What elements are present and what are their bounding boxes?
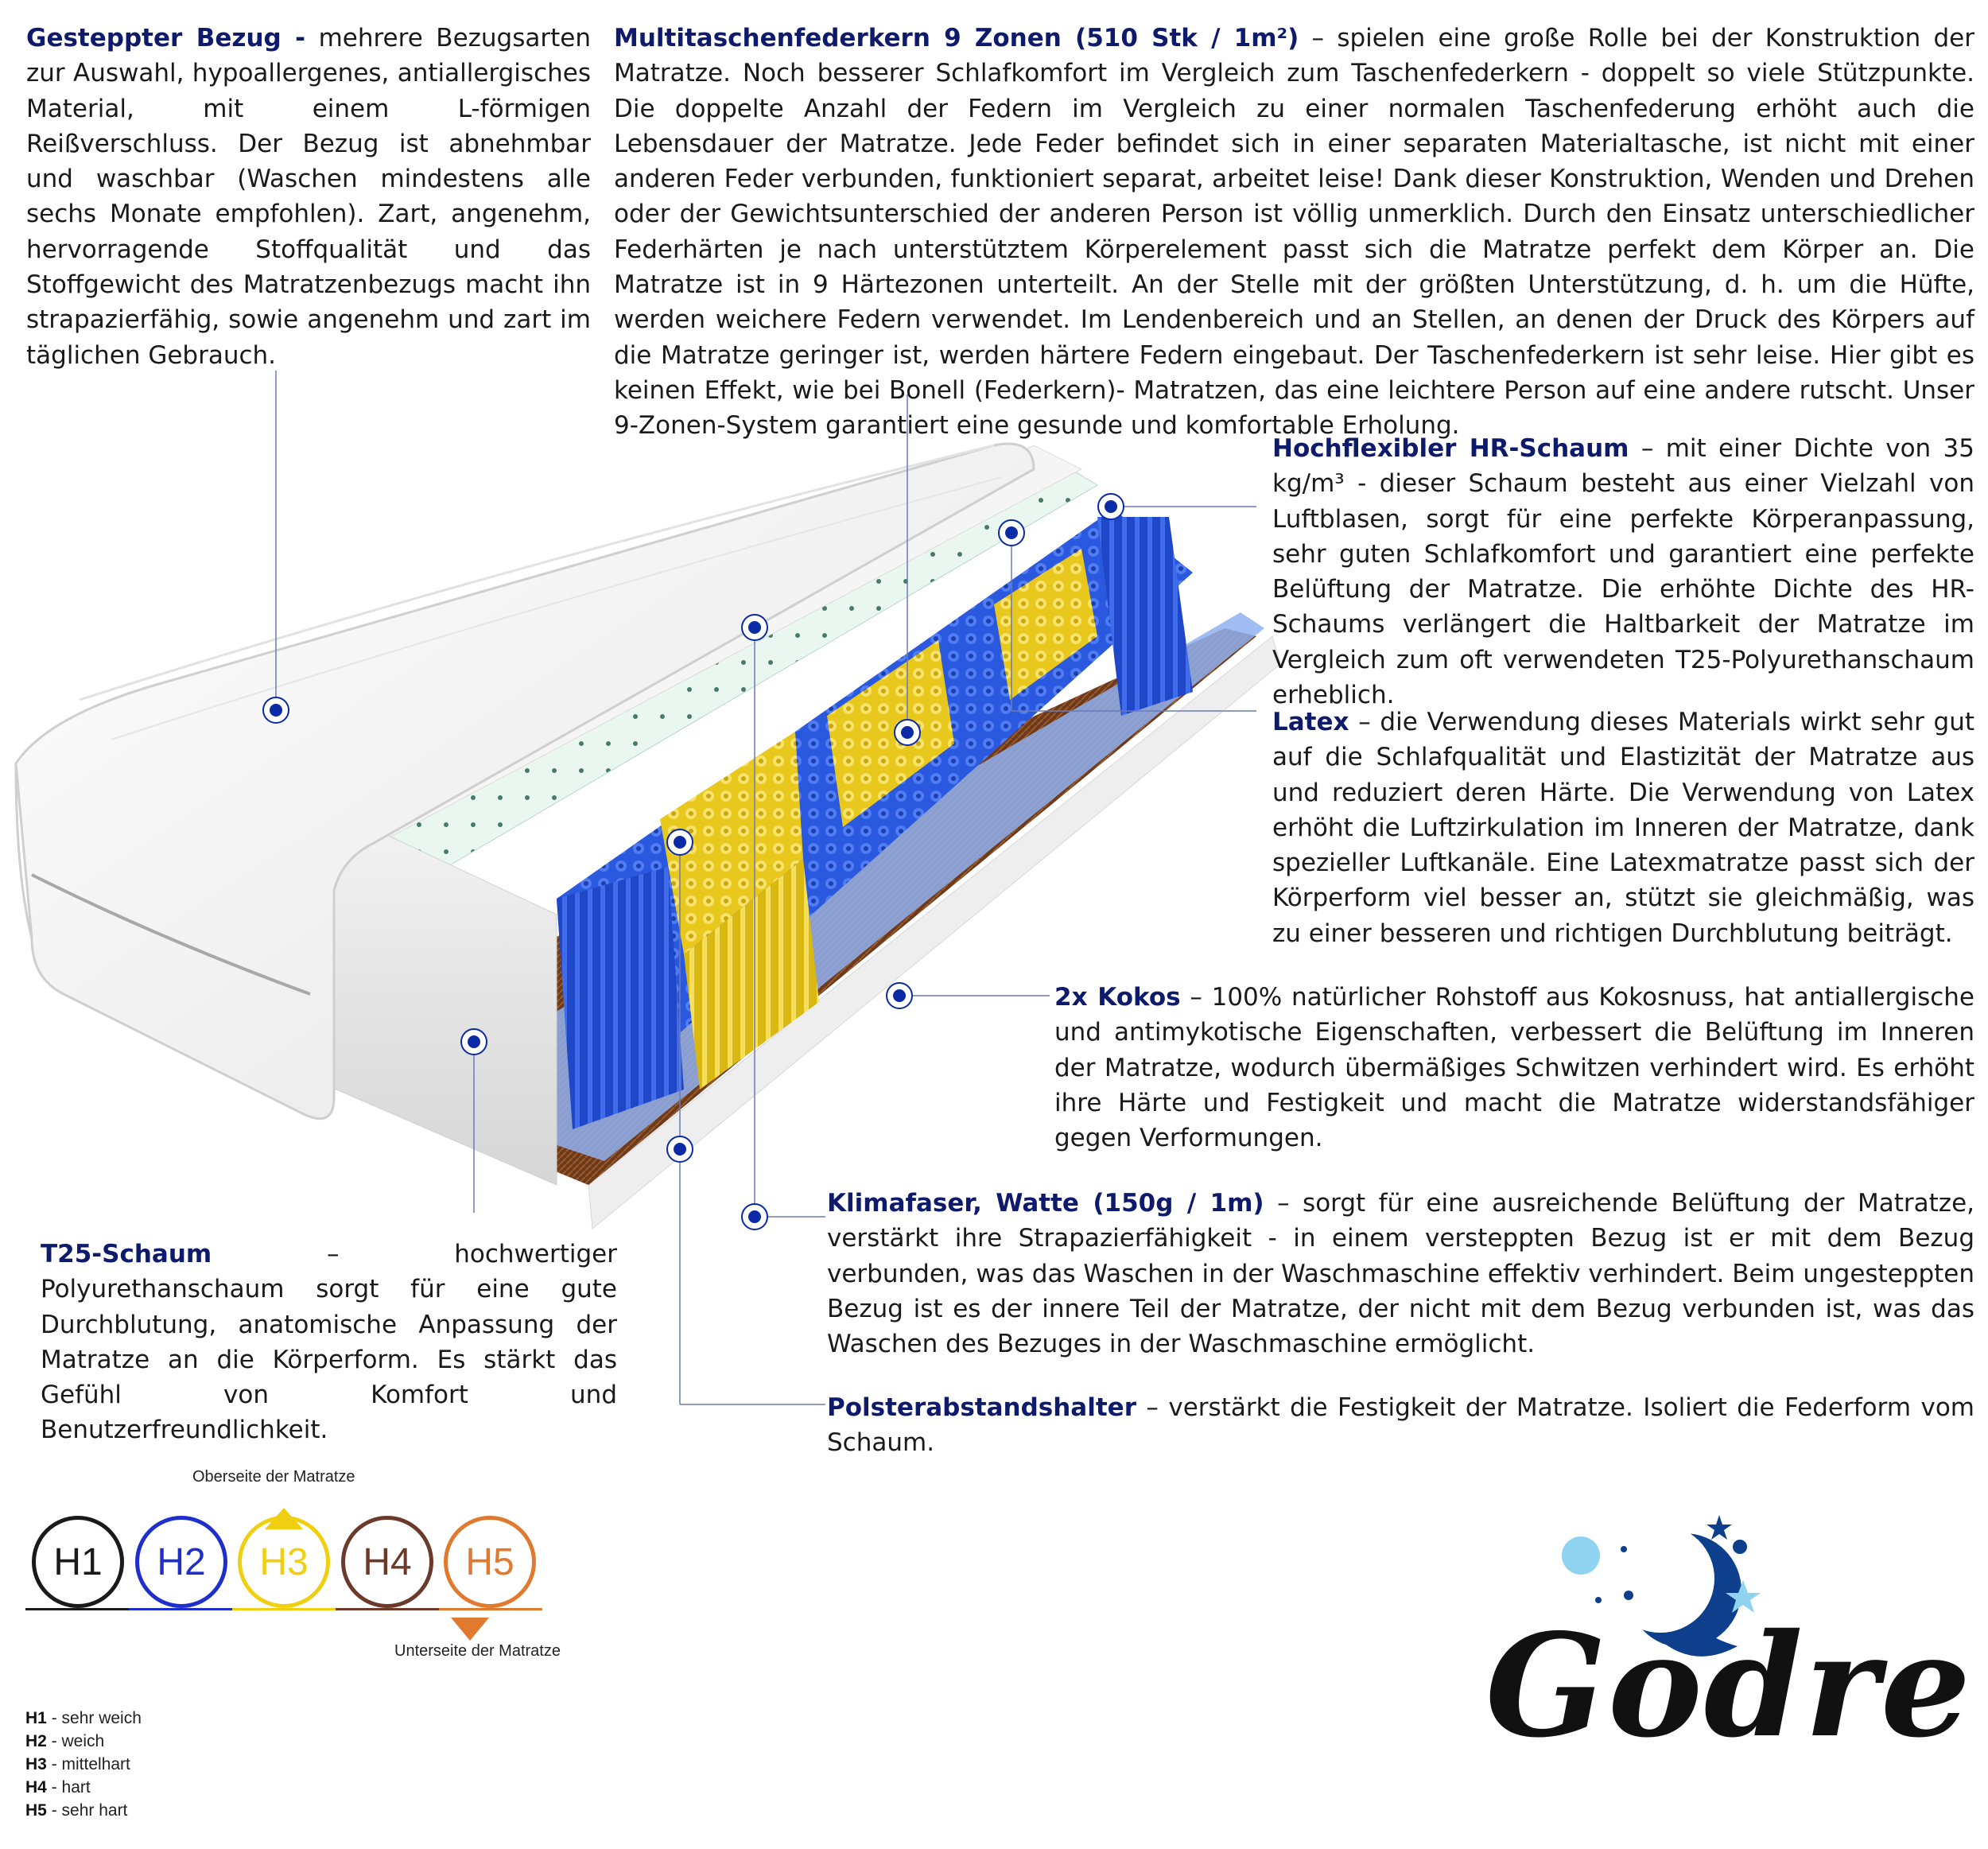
block-multitaschenfederkern — [614, 21, 1974, 444]
hardness-h1-label: H1 — [53, 1540, 103, 1583]
hardness-h1 — [32, 1516, 124, 1608]
legend-item: H4 - hart — [25, 1778, 91, 1797]
text-multitaschenfederkern: spielen eine große Rolle bei der Konstruktion der Matratze. Noch besserer Schlafkomfort im Vergleich zum Taschenfederkern - doppelt so viele Stützpunkte. Die doppelte Anzahl der Federn im Vergleich zu einer normalen Taschenfederung erhöht auch die Lebensdauer der Matratze. Jede Feder befindet sich in einer separaten Materialtasche, ist nicht mit einer anderen Feder verbunden, funktioniert separat, arbeitet leise! Dank dieser Konstruktion, Wenden und Drehen oder der Gewichtsunterschied der anderen Person ist völlig unmerklich. Durch den Einsatz unterschiedlicher Federhärten je nach unterstütztem Körperelement passt sich die Matratze perfekt dem Körper an. Die Matratze ist in 9 Härtezonen unterteilt. An der Stelle mit der größten Unterstützung, d. h. um die Hüfte, werden weichere Federn verwendet. Im Lendenbereich und an Stellen, an denen der Druck des Körpers auf die Matratze geringer ist, werden härtere Federn eingebaut. Der Taschenfederkern ist sehr leise. Hier gibt es keinen Effekt, wie bei Bonell (Federkern)- Matratzen, das eine leichtere Person auf eine andere rutscht. Unser 9-Zonen-System garantiert eine gesunde und komfortable Erholung. — [614, 24, 1974, 441]
text-kokos: 100% natürlicher Rohstoff aus Kokosnuss, hat antiallergische und antimykotische Eigenschaften, verbessert die Belüftung im Inneren der Matratze, wodurch übermäßiges Schwitzen verhindert wird. Es erhöht ihre Härte und Festigkeit und macht die Matratze widerstandsfähiger gegen Verformungen. — [1054, 983, 1974, 1153]
title-kokos: 2x Kokos — [1054, 983, 1181, 1012]
title-t25-schaum: T25-Schaum — [41, 1240, 212, 1268]
hardness-h5-underline — [439, 1608, 542, 1610]
title-polsterabstandshalter: Polsterabstandshalter — [827, 1393, 1136, 1422]
hardness-h2 — [135, 1516, 227, 1608]
block-gesteppter-bezug — [26, 21, 591, 373]
title-gesteppter-bezug: Gesteppter Bezug - — [26, 24, 306, 52]
text-latex: die Verwendung dieses Materials wirkt sehr gut auf die Schlafqualität und Elastizität der Matratze aus und reduziert deren Härte. Die Verwendung von Latex erhöht die Luftzirkulation im Inneren der Matratze, dank spezieller Luftkanäle. Eine Latexmatratze passt sich der Körperform viel besser an, stützt sie gleichmäßig, was zu einer besseren und richtigen Durchblutung beiträgt. — [1272, 708, 1974, 948]
legend-item: H3 - mittelhart — [25, 1755, 130, 1773]
text-hr-schaum: mit einer Dichte von 35 kg/m³ - dieser Schaum besteht aus einer Vielzahl von Luftblasen, sorgt für eine perfekte Körperanpassung, sehr guten Schlafkomfort und garantiert eine perfekte Belüftung der Matratze. Die erhöhte Dichte des HR-Schaums verlängert die Haltbarkeit der Matratze im Vergleich zum oft verwendeten T25-Polyurethanschaum erheblich. — [1272, 434, 1974, 710]
hardness-h4 — [341, 1516, 433, 1608]
hardness-h1-underline — [25, 1608, 129, 1610]
top-side-label: Oberseite der Matratze — [192, 1468, 355, 1486]
block-hr-schaum — [1272, 431, 1974, 713]
hardness-h3 — [238, 1516, 330, 1608]
title-multitaschenfederkern: Multitaschenfederkern 9 Zonen (510 Stk / 1m²) — [614, 24, 1299, 52]
hardness-h2-underline — [129, 1608, 232, 1610]
block-kokos — [1054, 980, 1974, 1156]
block-polsterabstandshalter — [827, 1390, 1974, 1461]
bottom-side-label: Unterseite der Matratze — [394, 1642, 561, 1660]
sep-kokos: – — [1180, 983, 1212, 1012]
sep-hr-schaum: – — [1629, 434, 1666, 463]
text-gesteppter-bezug: mehrere Bezugsarten zur Auswahl, hypoallergenes, antiallergisches Material, mit einem L-förmigen Reißverschluss. Der Bezug ist abnehmbar und waschbar (Waschen mindestens alle sechs Monate empfohlen). Zart, angenehm, hervorragende Stoffqualität und das Stoffgewicht des Matratzenbezugs macht ihn strapazierfähig, sowie angenehm und zart im täglichen Gebrauch. — [26, 24, 591, 370]
text-polsterabstandshalter: verstärkt die Festigkeit der Matratze. Isoliert die Federform vom Schaum. — [827, 1393, 1974, 1458]
hardness-h5-label: H5 — [465, 1540, 514, 1583]
hardness-h2-label: H2 — [157, 1540, 206, 1583]
block-klimafaser — [827, 1186, 1974, 1362]
text-klimafaser: sorgt für eine ausreichende Belüftung der Matratze, verstärkt ihre Strapazierfähigkeit - in einem versteppten Bezug ist er mit dem Bezug verbunden, was das Waschen in der Waschmaschine effektiv verhindert. Beim ungesteppten Bezug ist es der innere Teil der Matratze, der nicht mit dem Bezug verbunden ist, was das Waschen des Bezuges in der Waschmaschine ermöglicht. — [827, 1189, 1974, 1359]
block-latex — [1272, 705, 1974, 951]
hardness-h4-label: H4 — [363, 1540, 412, 1583]
title-hr-schaum: Hochflexibler HR-Schaum — [1272, 434, 1629, 463]
brand-logo-text: Godre — [1485, 1602, 1973, 1769]
hardness-legend — [25, 1707, 142, 1822]
text-t25-schaum: hochwertiger Polyurethanschaum sorgt für eine gute Durchblutung, anatomische Anpassung der Matratze an die Körperform. Es stärkt das Gefühl von Komfort und Benutzerfreundlichkeit. — [41, 1240, 617, 1445]
title-klimafaser: Klimafaser, Watte (150g / 1m) — [827, 1189, 1264, 1218]
legend-item: H1 - sehr weich — [25, 1709, 142, 1727]
hardness-h5 — [444, 1516, 536, 1608]
legend-item: H2 - weich — [25, 1732, 105, 1750]
sep-t25-schaum: – — [212, 1240, 455, 1268]
title-latex: Latex — [1272, 708, 1349, 736]
sep-polsterabstandshalter: – — [1136, 1393, 1169, 1422]
hardness-h3-label: H3 — [259, 1540, 309, 1583]
hardness-h4-underline — [336, 1608, 439, 1610]
legend-item: H5 - sehr hart — [25, 1801, 128, 1820]
sep-latex: – — [1349, 708, 1380, 736]
hardness-h3-underline — [232, 1608, 336, 1610]
block-t25-schaum — [41, 1237, 617, 1448]
sep-multitaschenfederkern: – — [1299, 24, 1338, 52]
bottom-arrow-icon — [451, 1618, 489, 1641]
sep-klimafaser: – — [1264, 1189, 1303, 1218]
